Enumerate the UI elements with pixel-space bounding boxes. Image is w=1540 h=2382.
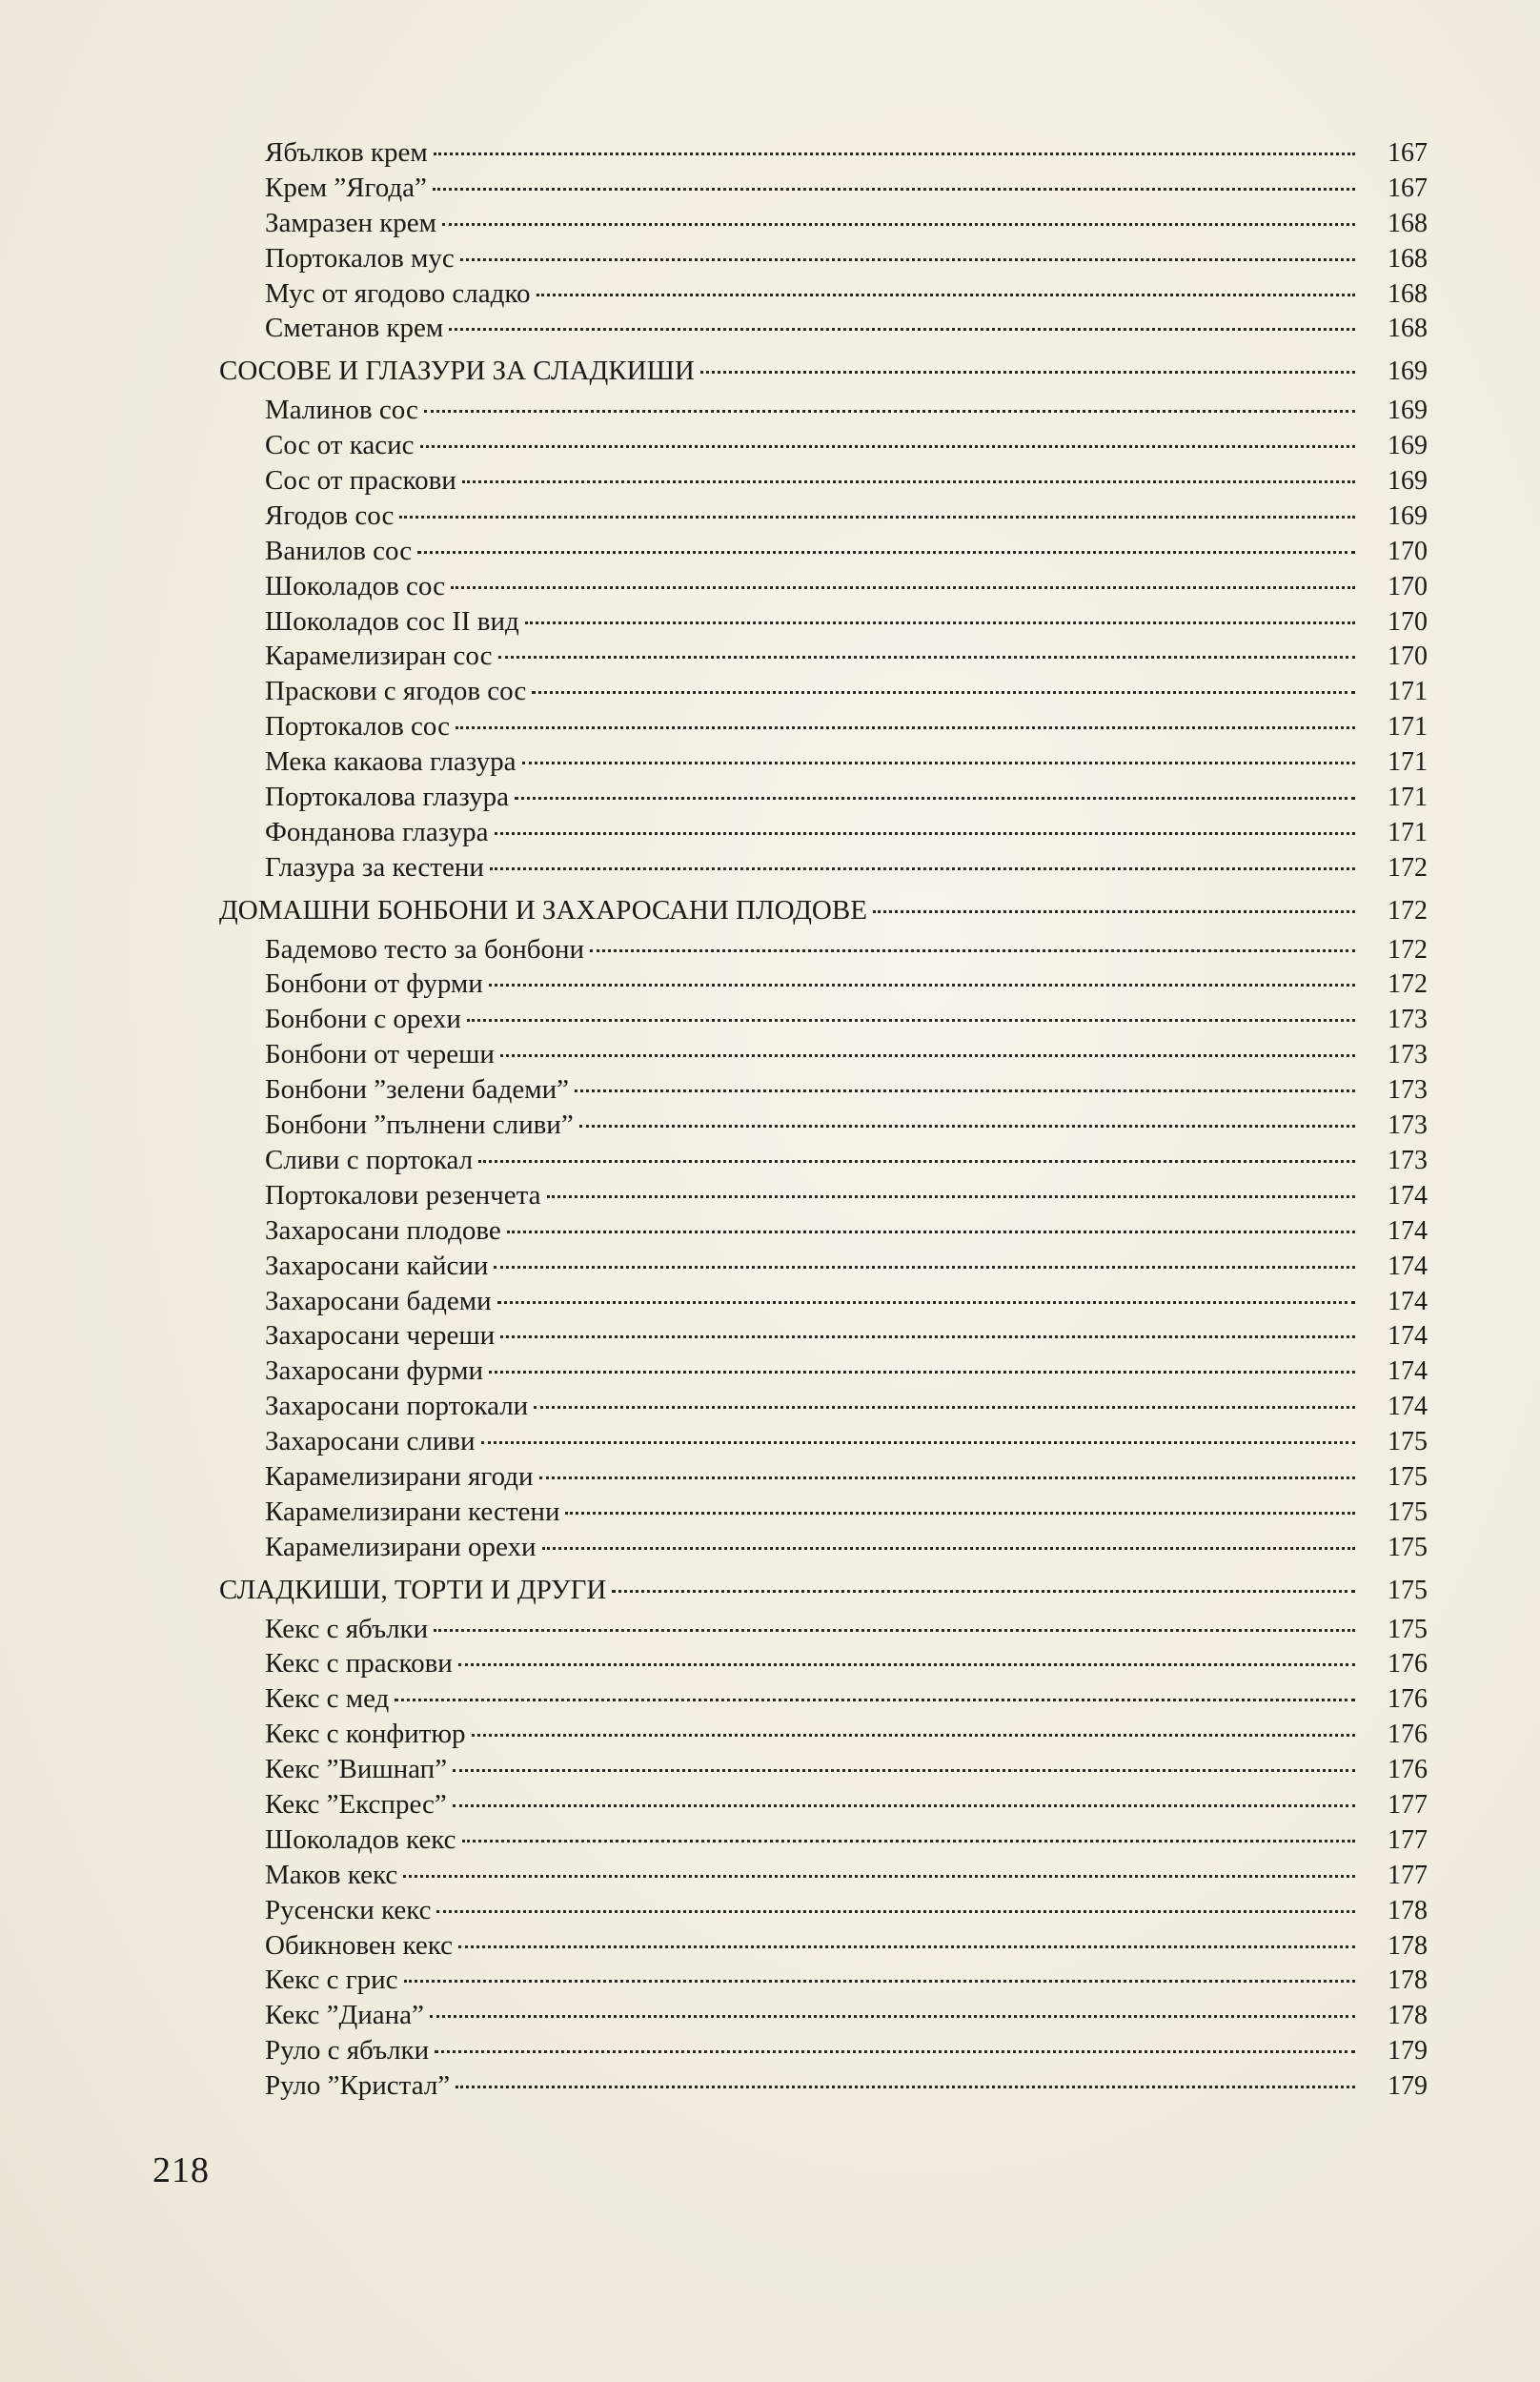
entry-title: Бадемово тесто за бонбони — [265, 933, 585, 965]
dot-leader — [458, 1663, 1355, 1666]
page-ref: 174 — [1388, 1392, 1428, 1422]
page-ref: 178 — [1388, 1895, 1428, 1925]
entry-title: Бонбони ”пълнени сливи” — [265, 1110, 574, 1141]
page-ref: 175 — [1388, 1461, 1428, 1492]
page-ref: 179 — [1388, 2036, 1428, 2066]
dot-leader — [539, 1476, 1355, 1479]
dot-leader — [472, 1734, 1355, 1737]
dot-leader — [590, 949, 1355, 952]
page-ref: 169 — [1388, 466, 1428, 497]
toc-entry — [219, 1893, 1428, 1928]
page-ref: 173 — [1388, 1040, 1428, 1070]
page-ref: 176 — [1388, 1755, 1428, 1785]
page-ref: 176 — [1388, 1649, 1428, 1680]
page-ref: 175 — [1388, 1614, 1428, 1644]
dot-leader — [462, 1840, 1355, 1842]
dot-leader — [490, 867, 1355, 870]
entry-title: Кекс ”Експрес” — [265, 1788, 447, 1820]
dot-leader — [451, 586, 1355, 589]
entry-title: Кекс с грис — [265, 1965, 398, 1996]
page-ref: 167 — [1388, 173, 1428, 203]
toc-entry — [219, 1681, 1428, 1717]
toc-entry — [219, 1318, 1428, 1354]
page-ref: 167 — [1388, 138, 1428, 168]
dot-leader — [500, 1335, 1355, 1338]
toc-entry — [219, 1752, 1428, 1787]
page-ref: 175 — [1388, 1496, 1428, 1527]
entry-title: Карамелизирани кестени — [265, 1496, 560, 1527]
entry-title: Малинов сос — [265, 395, 418, 426]
toc-entry — [219, 2033, 1428, 2068]
dot-leader — [575, 1089, 1355, 1092]
toc-entry — [219, 1037, 1428, 1072]
toc-entry — [219, 1354, 1428, 1389]
dot-leader — [537, 294, 1356, 296]
toc-entry — [219, 206, 1428, 241]
entry-title: Руло с ябълки — [265, 2035, 430, 2066]
dot-leader — [515, 797, 1355, 800]
toc-entry — [219, 967, 1428, 1002]
toc-section-heading — [219, 354, 1428, 389]
dot-leader — [395, 1699, 1355, 1701]
entry-title: Ягодов сос — [265, 499, 395, 531]
dot-leader — [547, 1195, 1356, 1198]
section-title: СЛАДКИШИ, ТОРТИ И ДРУГИ — [219, 1574, 607, 1605]
page-ref: 171 — [1388, 817, 1428, 847]
page-ref: 170 — [1388, 641, 1428, 672]
entry-title: Портокалови резенчета — [265, 1179, 541, 1211]
dot-leader — [424, 410, 1355, 413]
page-ref: 178 — [1388, 1930, 1428, 1961]
dot-leader — [498, 656, 1356, 659]
toc-entry — [219, 1249, 1428, 1284]
page-ref: 174 — [1388, 1180, 1428, 1211]
page-ref: 169 — [1388, 356, 1428, 387]
dot-leader — [430, 2015, 1355, 2018]
toc-entry — [219, 1072, 1428, 1108]
page-ref: 168 — [1388, 243, 1428, 274]
page-ref: 172 — [1388, 852, 1428, 883]
entry-title: Кекс с ябълки — [265, 1613, 429, 1644]
dot-leader — [500, 1054, 1355, 1057]
toc-entry — [219, 171, 1428, 206]
page-ref: 172 — [1388, 969, 1428, 1000]
page-ref: 168 — [1388, 208, 1428, 238]
entry-title: Сметанов крем — [265, 313, 444, 344]
dot-leader — [494, 1266, 1355, 1269]
entry-title: Кекс с мед — [265, 1683, 390, 1715]
toc-entry — [219, 1389, 1428, 1424]
dot-leader — [453, 1769, 1355, 1772]
page-ref: 177 — [1388, 1824, 1428, 1855]
toc-entry — [219, 709, 1428, 744]
page-ref: 173 — [1388, 1145, 1428, 1175]
dot-leader — [453, 1804, 1355, 1807]
entry-title: Шоколадов кекс — [265, 1823, 456, 1855]
dot-leader — [435, 2050, 1355, 2053]
toc-entry — [219, 604, 1428, 640]
entry-title: Карамелизиран сос — [265, 641, 493, 672]
entry-title: Крем ”Ягода” — [265, 172, 427, 203]
toc-entry — [219, 2068, 1428, 2104]
dot-leader — [612, 1590, 1355, 1593]
entry-title: Бонбони от череши — [265, 1039, 495, 1070]
dot-leader — [404, 1980, 1355, 1983]
entry-title: Шоколадов сос — [265, 570, 445, 601]
dot-leader — [542, 1547, 1355, 1550]
dot-leader — [478, 1160, 1355, 1163]
page-ref: 170 — [1388, 536, 1428, 566]
dot-leader — [399, 516, 1355, 519]
toc-entry — [219, 639, 1428, 674]
page-ref: 175 — [1388, 1575, 1428, 1605]
page-ref: 175 — [1388, 1427, 1428, 1457]
entry-title: Захаросани бадеми — [265, 1285, 492, 1316]
page-ref: 170 — [1388, 606, 1428, 637]
toc-section-heading — [219, 893, 1428, 928]
entry-title: Бонбони с орехи — [265, 1004, 461, 1035]
toc-entry — [219, 1717, 1428, 1752]
entry-title: Шоколадов сос II вид — [265, 605, 519, 637]
page-ref: 171 — [1388, 712, 1428, 743]
page-ref: 169 — [1388, 431, 1428, 461]
page-ref: 178 — [1388, 1965, 1428, 1996]
dot-leader — [403, 1875, 1355, 1878]
entry-title: Кекс с праскови — [265, 1648, 453, 1680]
toc-section-heading — [219, 1573, 1428, 1608]
toc-entry — [219, 744, 1428, 780]
toc-entry — [219, 1143, 1428, 1178]
entry-title: Захаросани череши — [265, 1320, 496, 1352]
dot-leader — [489, 1371, 1355, 1374]
entry-title: Портокалов мус — [265, 242, 455, 274]
entry-title: Глазура за кестени — [265, 851, 484, 883]
entry-title: Мека какаова глазура — [265, 746, 517, 778]
page-ref: 178 — [1388, 2001, 1428, 2031]
entry-title: Сос от праскови — [265, 465, 456, 497]
dot-leader — [434, 153, 1355, 155]
page-ref: 172 — [1388, 895, 1428, 926]
page-ref: 173 — [1388, 1005, 1428, 1035]
page-number: 218 — [152, 2150, 210, 2190]
entry-title: Замразен крем — [265, 207, 437, 238]
entry-title: Обикновен кекс — [265, 1929, 453, 1961]
toc-entry — [219, 1002, 1428, 1037]
page-ref: 174 — [1388, 1356, 1428, 1387]
toc-entry — [219, 1858, 1428, 1893]
entry-title: Захаросани кайсии — [265, 1250, 489, 1281]
dot-leader — [489, 984, 1355, 987]
entry-title: Бонбони от фурми — [265, 968, 483, 1000]
dot-leader — [417, 551, 1355, 554]
toc-entry — [219, 1612, 1428, 1647]
entry-title: Ванилов сос — [265, 535, 413, 566]
dot-leader — [579, 1125, 1355, 1128]
page-ref: 171 — [1388, 677, 1428, 707]
table-of-contents — [219, 135, 1428, 2104]
dot-leader — [525, 621, 1355, 624]
dot-leader — [467, 1019, 1355, 1022]
toc-entry — [219, 1213, 1428, 1249]
page-ref: 172 — [1388, 934, 1428, 965]
toc-entry — [219, 241, 1428, 276]
page-ref: 171 — [1388, 747, 1428, 778]
page-ref: 176 — [1388, 1720, 1428, 1750]
entry-title: Кекс ”Вишнап” — [265, 1754, 448, 1785]
toc-entry — [219, 1530, 1428, 1565]
page-ref: 177 — [1388, 1860, 1428, 1890]
entry-title: Бонбони ”зелени бадеми” — [265, 1074, 570, 1106]
dot-leader — [458, 1945, 1355, 1948]
entry-title: Карамелизирани ягоди — [265, 1460, 534, 1492]
toc-entry — [219, 276, 1428, 312]
page-ref: 176 — [1388, 1684, 1428, 1715]
toc-entry — [219, 428, 1428, 463]
toc-entry — [219, 393, 1428, 428]
dot-leader — [434, 1629, 1355, 1632]
dot-leader — [507, 1231, 1355, 1233]
page-ref: 175 — [1388, 1532, 1428, 1562]
dot-leader — [522, 762, 1355, 764]
page-ref: 168 — [1388, 314, 1428, 344]
dot-leader — [460, 258, 1355, 261]
dot-leader — [700, 371, 1355, 374]
entry-title: Русенски кекс — [265, 1894, 432, 1925]
toc-entry — [219, 1963, 1428, 1998]
dot-leader — [532, 691, 1355, 694]
toc-entry — [219, 135, 1428, 171]
dot-leader — [420, 445, 1355, 448]
entry-title: Захаросани плодове — [265, 1214, 501, 1246]
toc-entry — [219, 311, 1428, 346]
toc-entry — [219, 1822, 1428, 1858]
toc-entry — [219, 1928, 1428, 1964]
toc-entry — [219, 1495, 1428, 1530]
entry-title: Захаросани фурми — [265, 1355, 483, 1387]
dot-leader — [534, 1406, 1355, 1409]
toc-entry — [219, 499, 1428, 534]
toc-entry — [219, 1108, 1428, 1143]
section-title: СОСОВЕ И ГЛАЗУРИ ЗА СЛАДКИШИ — [219, 356, 695, 387]
toc-entry — [219, 1459, 1428, 1495]
entry-title: Портокалова глазура — [265, 782, 510, 813]
page-ref: 171 — [1388, 783, 1428, 813]
dot-leader — [436, 1910, 1355, 1913]
toc-entry — [219, 1998, 1428, 2033]
toc-entry — [219, 815, 1428, 850]
dot-leader — [481, 1441, 1355, 1444]
dot-leader — [433, 188, 1355, 191]
toc-entry — [219, 463, 1428, 499]
page-ref: 179 — [1388, 2071, 1428, 2102]
entry-title: Маков кекс — [265, 1859, 398, 1890]
toc-entry — [219, 1787, 1428, 1822]
page-ref: 174 — [1388, 1321, 1428, 1352]
page-ref: 169 — [1388, 500, 1428, 531]
toc-entry — [219, 569, 1428, 604]
dot-leader — [449, 328, 1355, 331]
dot-leader — [497, 1301, 1355, 1304]
page-ref: 174 — [1388, 1251, 1428, 1281]
entry-title: Захаросани портокали — [265, 1391, 529, 1422]
page-ref: 169 — [1388, 396, 1428, 426]
page-ref: 174 — [1388, 1286, 1428, 1316]
entry-title: Кекс ”Диана” — [265, 2000, 424, 2031]
page-ref: 173 — [1388, 1075, 1428, 1106]
toc-entry — [219, 1424, 1428, 1459]
entry-title: Праскови с ягодов сос — [265, 676, 527, 707]
page-ref: 170 — [1388, 571, 1428, 601]
toc-entry — [219, 780, 1428, 815]
entry-title: Сливи с портокал — [265, 1144, 474, 1175]
dot-leader — [442, 223, 1355, 226]
toc-entry — [219, 850, 1428, 886]
entry-title: Фонданова глазура — [265, 816, 489, 847]
dot-leader — [873, 910, 1355, 913]
page-ref: 174 — [1388, 1215, 1428, 1246]
page-ref: 168 — [1388, 278, 1428, 309]
dot-leader — [565, 1512, 1355, 1515]
entry-title: Мус от ягодово сладко — [265, 277, 531, 309]
entry-title: Карамелизирани орехи — [265, 1531, 537, 1562]
entry-title: Кекс с конфитюр — [265, 1719, 466, 1750]
entry-title: Ябълков крем — [265, 137, 428, 168]
entry-title: Захаросани сливи — [265, 1426, 476, 1457]
dot-leader — [462, 480, 1355, 483]
toc-entry — [219, 1284, 1428, 1319]
entry-title: Портокалов сос — [265, 711, 451, 743]
entry-title: Сос от касис — [265, 430, 415, 461]
entry-title: Руло ”Кристал” — [265, 2070, 451, 2102]
dot-leader — [495, 832, 1356, 835]
toc-entry — [219, 674, 1428, 709]
dot-leader — [456, 726, 1355, 729]
toc-entry — [219, 932, 1428, 967]
toc-entry — [219, 534, 1428, 569]
toc-entry — [219, 1646, 1428, 1681]
dot-leader — [456, 2086, 1355, 2088]
toc-entry — [219, 1178, 1428, 1213]
page-ref: 177 — [1388, 1789, 1428, 1820]
page-ref: 173 — [1388, 1110, 1428, 1141]
section-title: ДОМАШНИ БОНБОНИ И ЗАХАРОСАНИ ПЛОДОВЕ — [219, 894, 867, 926]
